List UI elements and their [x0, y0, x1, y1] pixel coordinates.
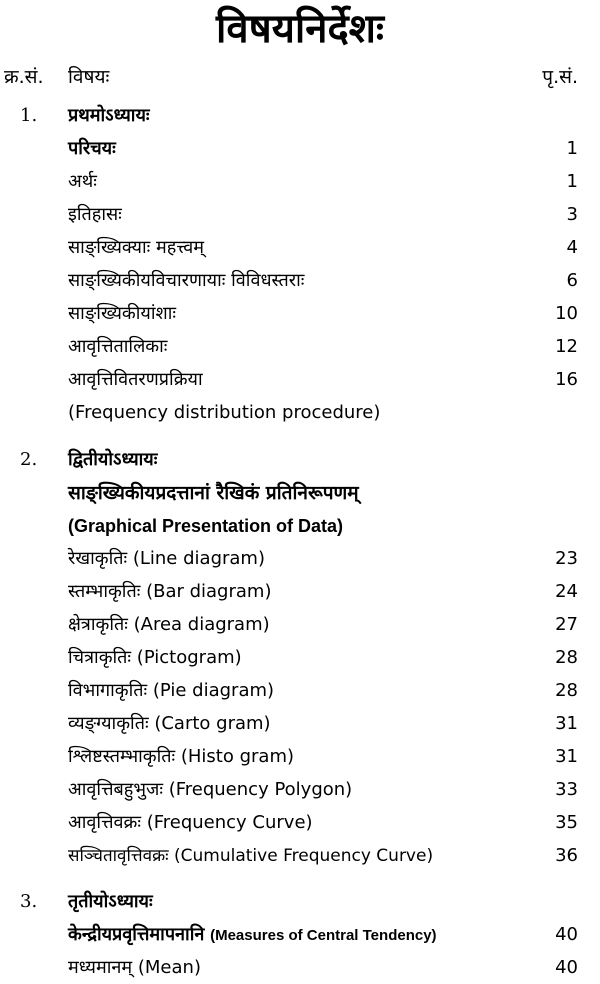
- page-number: 23: [555, 548, 578, 569]
- toc-entry: स्तम्भाकृतिः (Bar diagram): [68, 581, 272, 602]
- page-number: 28: [555, 680, 578, 701]
- toc-entry: इतिहासः: [68, 204, 122, 225]
- toc-row: [0, 741, 600, 773]
- toc-row: [0, 444, 600, 476]
- toc-row: [0, 199, 600, 231]
- toc-entry: (Graphical Presentation of Data): [68, 516, 344, 536]
- toc-entry: चित्राकृतिः (Pictogram): [68, 647, 242, 668]
- toc-entry-english: (Measures of Central Tendency): [210, 927, 437, 944]
- toc-row: [0, 298, 600, 330]
- toc-entry: (Frequency distribution procedure): [68, 402, 381, 423]
- toc-entry: अर्थः: [68, 171, 97, 192]
- toc-row: [0, 919, 600, 951]
- toc-row: [0, 886, 600, 918]
- toc-row: [0, 708, 600, 740]
- toc-row: [0, 543, 600, 575]
- toc-entry: सञ्चितावृत्तिवक्रः (Cumulative Frequency Curve): [68, 846, 434, 866]
- toc-row: [0, 840, 600, 872]
- page-number: 6: [566, 270, 578, 291]
- toc-entry: व्यङ्ग्याकृतिः (Carto gram): [68, 713, 271, 734]
- page-number: 24: [555, 581, 578, 602]
- toc-entry: [68, 919, 437, 952]
- toc-entry-sanskrit: केन्द्रीयप्रवृत्तिमापनानि: [68, 924, 205, 945]
- page-number: 10: [555, 303, 578, 324]
- toc-entry: क्षेत्राकृतिः (Area diagram): [68, 614, 270, 635]
- toc-entry: आवृत्तिबहुभुजः (Frequency Polygon): [68, 779, 353, 800]
- toc-row: [0, 477, 600, 509]
- toc-row: [0, 952, 600, 984]
- page-number: 40: [555, 924, 578, 945]
- toc-entry: साङ्ख्यिकीयप्रदत्तानां रैखिकं प्रतिनिरूपणम्: [68, 482, 359, 504]
- page-title: विषयनिर्देशः: [216, 6, 384, 52]
- chapter-title: तृतीयोऽध्यायः: [68, 891, 153, 912]
- page-number: 4: [566, 237, 578, 258]
- toc-row: [0, 331, 600, 363]
- toc-row: [0, 642, 600, 674]
- header-serial: क्र.सं.: [4, 66, 44, 88]
- page-number: 12: [555, 336, 578, 357]
- toc-row: [0, 576, 600, 608]
- page-number: 3: [566, 204, 578, 225]
- page-number: 35: [555, 812, 578, 833]
- toc-entry: मध्यमानम् (Mean): [68, 957, 201, 978]
- toc-row: [0, 807, 600, 839]
- toc-row: [0, 133, 600, 165]
- chapter-title: प्रथमोऽध्यायः: [68, 105, 150, 126]
- page-number: 31: [555, 746, 578, 767]
- chapter-title: द्वितीयोऽध्यायः: [68, 449, 158, 470]
- toc-row: [0, 166, 600, 198]
- toc-entry: साङ्ख्यिक्याः महत्त्वम्: [68, 237, 205, 258]
- page-number: 1: [566, 171, 578, 192]
- toc-entry: आवृत्तिवक्रः (Frequency Curve): [68, 812, 313, 833]
- toc-entry: आवृत्तितालिकाः: [68, 336, 168, 357]
- header-page: पृ.सं.: [542, 66, 578, 88]
- toc-entry: साङ्ख्यिकीयांशाः: [68, 303, 177, 324]
- toc-entry: परिचयः: [68, 138, 116, 159]
- toc-row: [0, 609, 600, 641]
- page-number: 27: [555, 614, 578, 635]
- chapter-number: 3.: [20, 891, 38, 912]
- toc-row: [0, 265, 600, 297]
- page-number: 28: [555, 647, 578, 668]
- page-number: 31: [555, 713, 578, 734]
- toc-row: [0, 774, 600, 806]
- toc-row: [0, 100, 600, 132]
- toc-row: [0, 364, 600, 396]
- page-number: 33: [555, 779, 578, 800]
- toc-entry: विभागाकृतिः (Pie diagram): [68, 680, 275, 701]
- toc-entry: रेखाकृतिः (Line diagram): [68, 548, 265, 569]
- page-number: 40: [555, 957, 578, 978]
- toc-entry: साङ्ख्यिकीयविचारणायाः विविधस्तराः: [68, 270, 305, 291]
- toc-row: [0, 675, 600, 707]
- page-number: 1: [566, 138, 578, 159]
- toc-entry: श्लिष्टस्तम्भाकृतिः (Histo gram): [68, 746, 295, 767]
- toc-entry: आवृत्तिवितरणप्रक्रिया: [68, 369, 203, 390]
- toc-row: [0, 510, 600, 542]
- chapter-number: 1.: [20, 105, 38, 126]
- header-subject: विषयः: [68, 66, 110, 88]
- toc-row: [0, 232, 600, 264]
- page-number: 16: [555, 369, 578, 390]
- chapter-number: 2.: [20, 449, 38, 470]
- page-number: 36: [555, 845, 578, 866]
- toc-row: [0, 397, 600, 429]
